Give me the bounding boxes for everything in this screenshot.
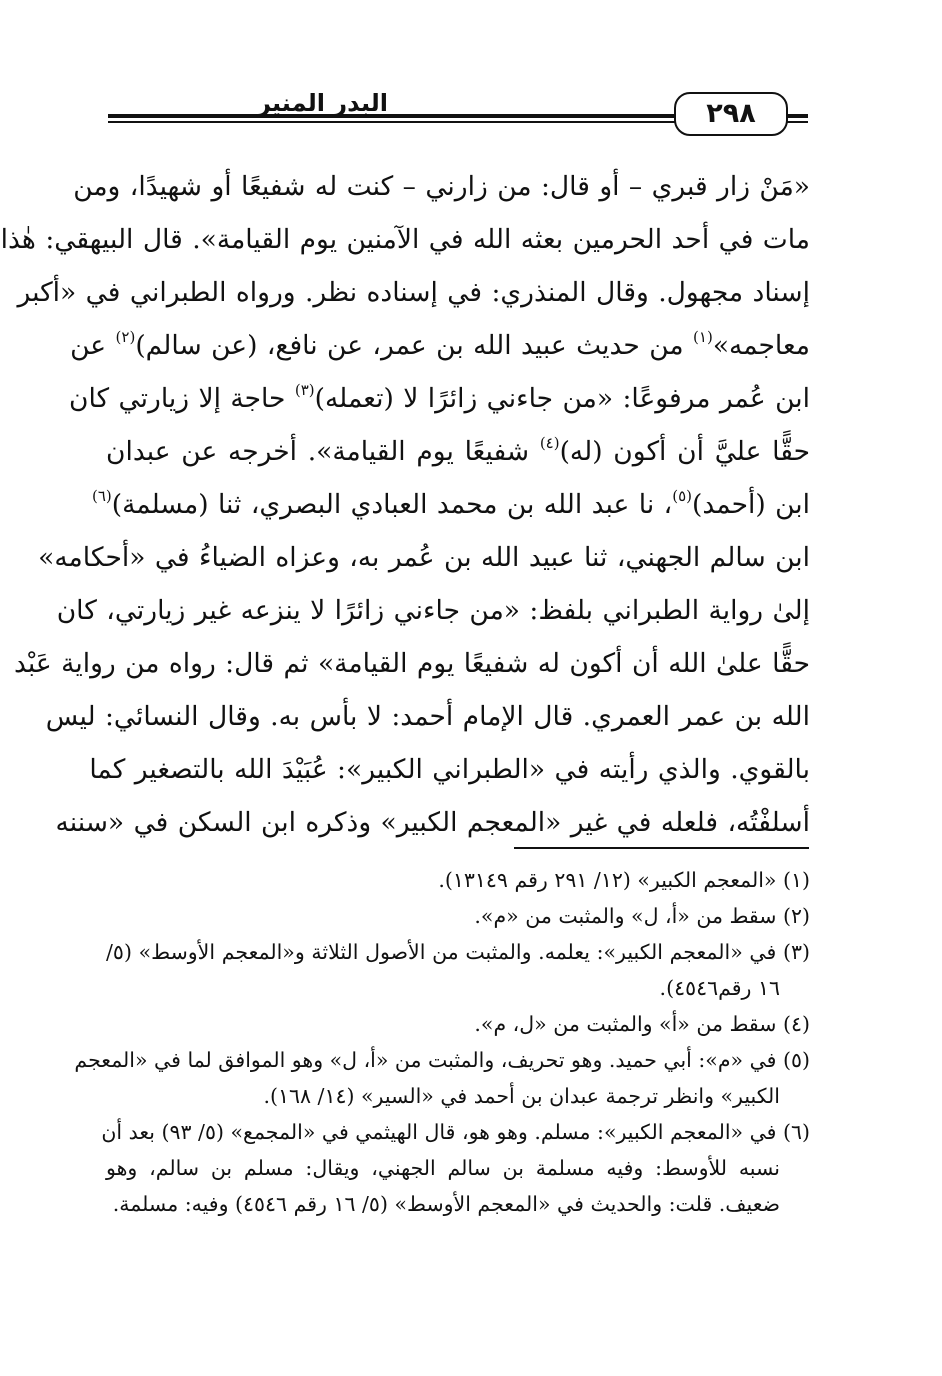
footnote-item (106, 934, 810, 1006)
footnote-separator (514, 847, 809, 849)
footnote-line: الكبير» وانظر ترجمة عبدان بن أحمد في «السير» (١٤/ ١٦٨). (263, 1084, 780, 1108)
main-text-line: معاجمه»$^{(١)}$ من حديث عبيد الله بن عمر، عن نافع، (عن سالم)$^{(٢)}$ عن (70, 328, 810, 361)
footnote-line: ١٦ رقم٤٥٤٦). (659, 976, 780, 1000)
main-text-line: ابن عُمر مرفوعًا: «من جاءني زائرًا لا (تعمله)$^{(٣)}$ حاجة إلا زيارتي كان (68, 381, 810, 414)
footnote-line: ضعيف. قلت: والحديث في «المعجم الأوسط» (٥/ ١٦ رقم ٤٥٤٦) وفيه: مسلمة. (112, 1192, 780, 1216)
main-text-line: مات في أحد الحرمين بعثه الله في الآمنين يوم القيامة». قال البيهقي: هٰذا (0, 224, 810, 255)
main-text-line: إلىٰ رواية الطبراني بلفظ: «من جاءني زائرًا لا ينزعه غير زيارتي، كان (56, 595, 810, 626)
book-title: البدر المنير (257, 89, 388, 117)
footnote-reference: (٣) (294, 381, 315, 399)
main-text-line: ابن سالم الجهني، ثنا عبيد الله بن عُمر به، وعزاه الضياءُ في «أحكامه» (38, 542, 810, 573)
footnote-item (106, 862, 810, 898)
main-text-line: ابن (أحمد)$^{(٥)}$، نا عبد الله بن محمد العبادي البصري، ثنا (مسلمة)$^{(٦)}$ (91, 487, 810, 520)
footnote-reference: (١) (693, 328, 713, 346)
footnote-item (106, 1006, 810, 1042)
main-text-line: حقًّا عليَّ أن أكون (له)$^{(٤)}$ شفيعًا يوم القيامة». أخرجه عن عبدان (106, 434, 810, 467)
main-text-line: حقًّا علىٰ الله أن أكون له شفيعًا يوم القيامة» ثم قال: رواه من رواية عَبْد (14, 648, 810, 679)
footnote-item (101, 1114, 810, 1222)
footnote-line: نسبه للأوسط: وفيه مسلمة بن سالم الجهني، ويقال: مسلم بن سالم، وهو (106, 1156, 780, 1180)
footnote-reference: (٢) (115, 328, 136, 346)
main-text-line: بالقوي. والذي رأيته في «الطبراني الكبير»: عُبَيْدَ الله بالتصغير كما (89, 754, 810, 785)
footnote-item (74, 1042, 810, 1114)
footnote-reference: (٦) (91, 487, 112, 505)
footnote-reference: (٥) (672, 487, 692, 505)
footnote-line: (٤) سقط من «أ» والمثبت من «ل، م». (474, 1012, 810, 1036)
footnote-line: (١) «المعجم الكبير» (١٢/ ٢٩١ رقم ١٣١٤٩). (438, 868, 810, 892)
footnote-line: (٣) في «المعجم الكبير»: يعلمه. والمثبت من الأصول الثلاثة و«المعجم الأوسط» (٥/ (106, 940, 810, 964)
main-text-line: الله بن عمر العمري. قال الإمام أحمد: لا بأس به. وقال النسائي: ليس (45, 701, 810, 732)
footnote-line: (٦) في «المعجم الكبير»: مسلم. وهو هو، قال الهيثمي في «المجمع» (٥/ ٩٣) بعد أن (101, 1120, 810, 1144)
main-text-line: إسناد مجهول. وقال المنذري: في إسناده نظر. ورواه الطبراني في «أكبر (17, 277, 810, 308)
main-text-line: أسلفْتُه، فلعله في غير «المعجم الكبير» وذكره ابن السكن في «سننه (55, 807, 810, 838)
page-header (108, 86, 808, 140)
footnote-line: (٢) سقط من «أ، ل» والمثبت من «م». (474, 904, 810, 928)
footnote-line: (٥) في «م»: أبي حميد. وهو تحريف، والمثبت من «أ، ل» وهو الموافق لما في «المعجم (74, 1048, 810, 1072)
main-text-line: «مَنْ زار قبري – أو قال: من زارني – كنت له شفيعًا أو شهيدًا، ومن (73, 171, 810, 202)
page-number-badge: ٢٩٨ (674, 92, 788, 136)
footnotes-section (74, 862, 810, 1222)
footnote-reference: (٤) (539, 434, 560, 452)
main-text-body (0, 160, 810, 849)
footnote-item (106, 898, 810, 934)
